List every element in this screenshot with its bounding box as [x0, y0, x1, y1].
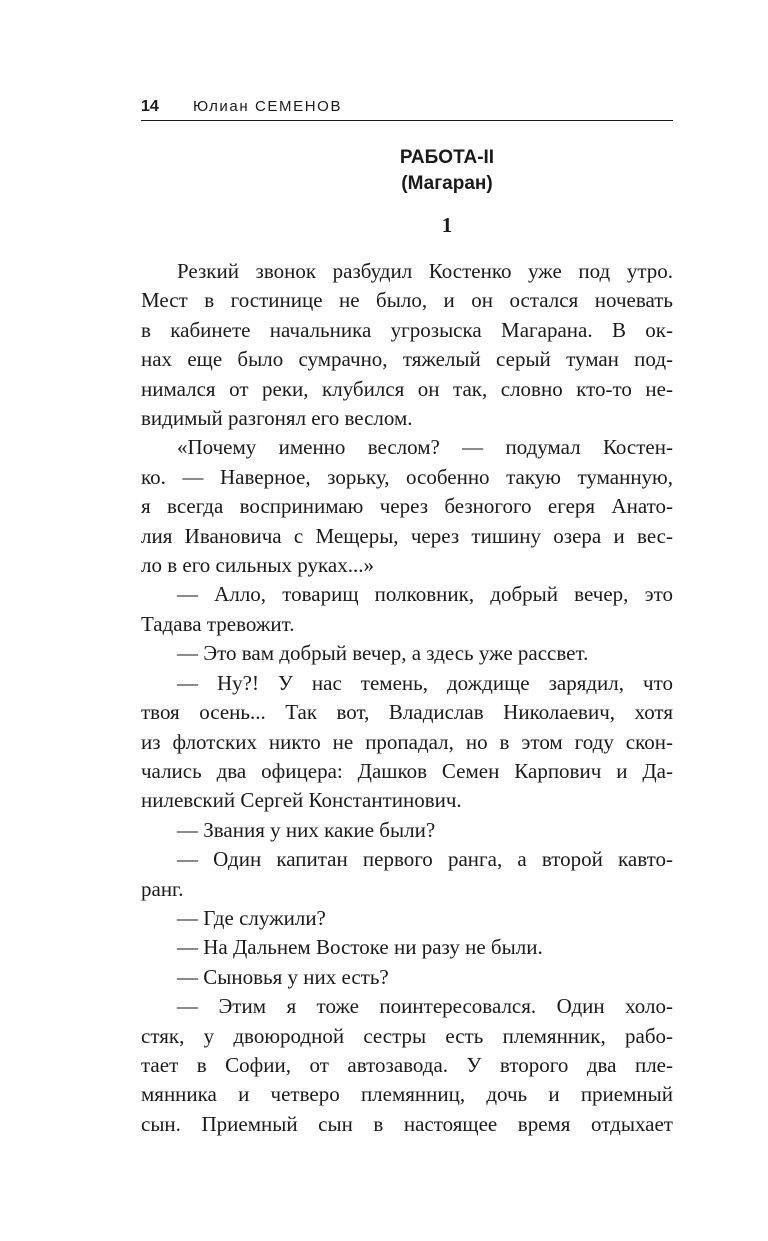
text-line: ко. — Наверное, зорьку, особенно такую туманную, — [141, 464, 673, 489]
text-line: — Сыновья у них есть? — [177, 964, 389, 989]
text-line: твоя осень... Так вот, Владислав Николаевич, хотя — [141, 700, 673, 725]
text-line: нах еще было сумрачно, тяжелый серый туман под- — [141, 347, 673, 372]
paragraph — [141, 669, 673, 816]
text-line: нилевский Сергей Константинович. — [141, 788, 462, 813]
text-line: Мест в гостинице не было, и он остался ночевать — [141, 288, 673, 313]
running-head — [141, 96, 673, 121]
text-line: — Где служили? — [177, 905, 326, 930]
text-line: видимый разгонял его веслом. — [141, 406, 413, 431]
text-line: тает в Софии, от автозавода. У второго два пле- — [141, 1052, 673, 1077]
text-line: ло в его сильных руках...» — [141, 553, 374, 578]
paragraph — [141, 904, 673, 933]
body-text — [141, 257, 673, 1139]
paragraph — [141, 992, 673, 1139]
text-line: стяк, у двоюродной сестры есть племянник, рабо- — [141, 1023, 673, 1048]
paragraph — [141, 433, 673, 580]
paragraph — [141, 639, 673, 668]
paragraph — [141, 580, 673, 639]
text-line: Резкий звонок разбудил Костенко уже под утро. — [177, 259, 673, 283]
running-head-author: Юлиан СЕМЕНОВ — [193, 98, 343, 115]
title-line-1: РАБОТА-II — [399, 147, 495, 168]
text-line: Тадава тревожит. — [141, 611, 295, 636]
text-line: из флотских никто не пропадал, но в этом году скон- — [141, 729, 673, 754]
text-line: — На Дальнем Востоке ни разу не были. — [177, 935, 543, 960]
text-line: — Алло, товарищ полковник, добрый вечер, это — [177, 582, 673, 607]
text-line: «Почему именно веслом? — подумал Костен- — [177, 435, 673, 460]
paragraph — [141, 963, 673, 992]
title-line-2: (Магаран) — [401, 173, 493, 194]
text-line: — Это вам добрый вечер, а здесь уже рассвет. — [177, 641, 589, 666]
text-line: сын. Приемный сын в настоящее время отдыхает — [141, 1111, 673, 1136]
chapter-number — [141, 213, 673, 238]
paragraph — [141, 933, 673, 962]
text-line: — Этим я тоже поинтересовался. Один холо- — [177, 994, 673, 1019]
text-line: нимался от реки, клубился он так, словно кто-то не- — [141, 376, 673, 401]
text-line: — Ну?! У нас темень, дождище зарядил, что — [177, 670, 673, 695]
text-line: я всегда воспринимаю через безногого егеря Анато- — [141, 494, 673, 519]
text-line: в кабинете начальника угрозыска Магарана. В ок- — [141, 317, 673, 342]
text-line: — Один капитан первого ранга, а второй кавто- — [177, 847, 673, 872]
text-line: чались два офицера: Дашков Семен Карпович и Да- — [141, 758, 673, 783]
chapter-title — [141, 145, 673, 197]
page-number: 14 — [141, 98, 159, 115]
paragraph — [141, 845, 673, 904]
text-line: — Звания у них какие были? — [177, 817, 436, 842]
chapter-number-text: 1 — [441, 213, 453, 237]
text-line: мянника и четверо племянниц, дочь и приемный — [141, 1082, 673, 1107]
paragraph — [141, 257, 673, 433]
text-line: лия Ивановича с Мещеры, через тишину озера и вес- — [141, 523, 673, 548]
paragraph — [141, 816, 673, 845]
text-line: ранг. — [141, 876, 184, 901]
